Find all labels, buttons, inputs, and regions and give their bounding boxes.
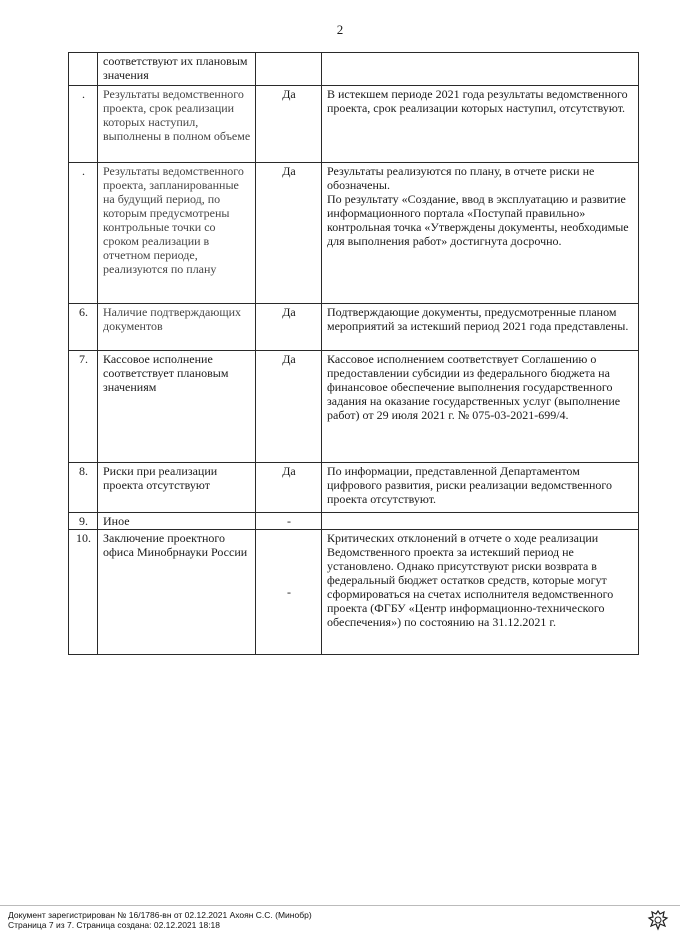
row-number: [69, 53, 98, 86]
row-comment: В истекшем периоде 2021 года результаты ведомственного проекта, срок реализации которых наступил, отсутствуют.: [322, 86, 639, 163]
row-value: -: [256, 513, 322, 530]
row-comment: По информации, представленной Департаментом цифрового развития, риски реализации ведомственного проекта отсутствуют.: [322, 463, 639, 513]
row-comment: [322, 163, 639, 304]
table-row: [69, 163, 639, 304]
row-number: .: [69, 163, 98, 304]
registration-line: Документ зарегистрирован № 16/1786-вн от 02.12.2021 Ахоян С.С. (Минобр): [8, 910, 312, 920]
row-value: Да: [256, 351, 322, 463]
row-number: .: [69, 86, 98, 163]
row-criterion: Результаты ведомственного проекта, срок реализации которых наступил, выполнены в полном объеме: [98, 86, 256, 163]
table-row: [69, 513, 639, 530]
row-value: Да: [256, 163, 322, 304]
table-row: [69, 53, 639, 86]
row-value: Да: [256, 304, 322, 351]
page-info-line: Страница 7 из 7. Страница создана: 02.12.2021 18:18: [8, 920, 221, 930]
row-criterion: Наличие подтверждающих документов: [98, 304, 256, 351]
row-comment: Критических отклонений в отчете о ходе реализации Ведомственного проекта за истекший период не установлено. Однако присутствуют риски возврата в федеральный бюджет остатков средств, которые могут сформироваться на счетах исполнителя ведомственного проекта (ФГБУ «Центр информационно-технического обеспечения») по состоянию на 31.12.2021 г.: [322, 530, 639, 655]
row-criterion: Заключение проектного офиса Минобрнауки России: [98, 530, 256, 655]
coat-of-arms-icon: [646, 908, 670, 932]
row-criterion: Кассовое исполнение соответствует плановым значениям: [98, 351, 256, 463]
table-row: [69, 351, 639, 463]
row-number: 7.: [69, 351, 98, 463]
row-value: Да: [256, 463, 322, 513]
row-number: 9.: [69, 513, 98, 530]
row-value: [256, 53, 322, 86]
table-row: [69, 86, 639, 163]
report-table: [68, 52, 639, 655]
row-comment: Кассовое исполнением соответствует Соглашению о предоставлении субсидии из федерального бюджета на финансовое обеспечение выполнения государственного задания на оказание государственных услуг (выполнение работ) от 29 июля 2021 г. № 075-03-2021-699/4.: [322, 351, 639, 463]
row-criterion: Иное: [98, 513, 256, 530]
row-comment: [322, 513, 639, 530]
table-row: [69, 304, 639, 351]
row-criterion: соответствуют их плановым значения: [98, 53, 256, 86]
page-number: 2: [336, 22, 344, 37]
row-comment: Подтверждающие документы, предусмотренные планом мероприятий за истекший период 2021 года представлены.: [322, 304, 639, 351]
row-number: 6.: [69, 304, 98, 351]
row-value: -: [256, 530, 322, 655]
comment-paragraph: Результаты реализуются по плану, в отчете риски не обозначены. По результату «Создание, ввод в эксплуатацию и развитие информационного портала «Поступай правильно» контрольная точка «Утверждены документы, необходимые для выполнения работ» достигнута досрочно.: [327, 164, 629, 248]
row-number: 10.: [69, 530, 98, 655]
row-criterion: Результаты ведомственного проекта, запланированные на будущий период, по которым предусмотрены контрольные точки со сроком реализации в отчетном периоде, реализуются по плану: [98, 163, 256, 304]
row-number: 8.: [69, 463, 98, 513]
row-value: Да: [256, 86, 322, 163]
row-comment: [322, 53, 639, 86]
table-row: [69, 463, 639, 513]
footer-divider: [0, 905, 680, 906]
table-row: [69, 530, 639, 655]
registration-footer: [8, 910, 312, 930]
row-criterion: Риски при реализации проекта отсутствуют: [98, 463, 256, 513]
